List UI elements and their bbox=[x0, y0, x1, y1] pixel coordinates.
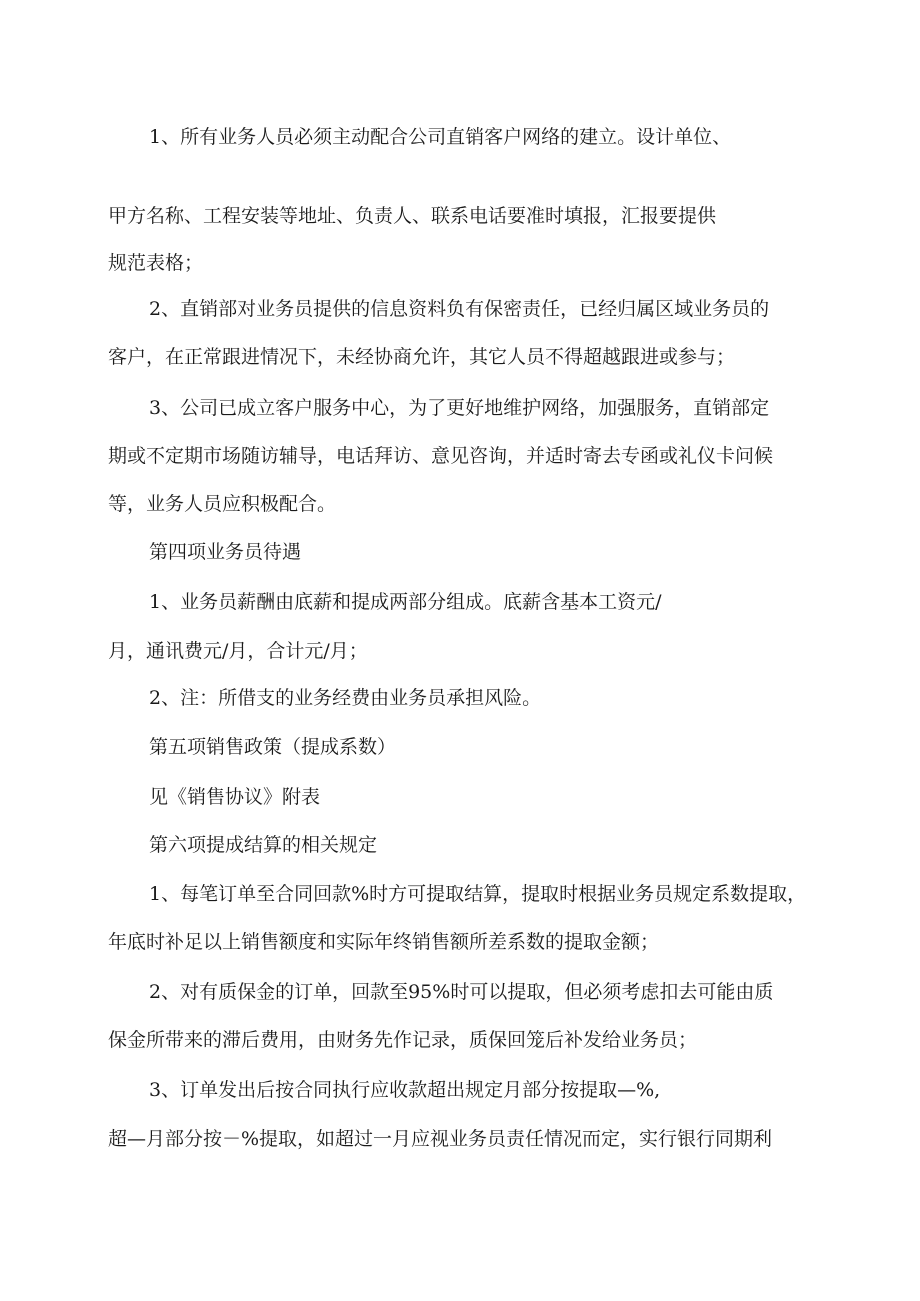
section-heading: 第四项业务员待遇 bbox=[149, 541, 302, 563]
paragraph-line: 2、对有质保金的订单，回款至95%时可以提取，但必须考虑扣去可能由质 bbox=[149, 981, 774, 1003]
paragraph-line: 保金所带来的滞后费用，由财务先作记录，质保回笼后补发给业务员； bbox=[108, 1029, 698, 1051]
section-heading: 第五项销售政策（提成系数） bbox=[149, 736, 397, 758]
paragraph-line: 规范表格； bbox=[108, 252, 204, 274]
paragraph-line: 1、每笔订单至合同回款%时方可提取结算，提取时根据业务员规定系数提取， bbox=[149, 883, 807, 905]
paragraph-line: 2、注：所借支的业务经费由业务员承担风险。 bbox=[149, 687, 542, 709]
paragraph-line: 期或不定期市场随访辅导，电话拜访、意见咨询，并适时寄去专函或礼仪卡问候 bbox=[108, 445, 774, 467]
paragraph-line: 等，业务人员应积极配合。 bbox=[108, 493, 337, 515]
paragraph-line: 月，通讯费元/月，合计元/月； bbox=[108, 640, 368, 662]
paragraph-line: 甲方名称、工程安装等地址、负责人、联系电话要准时填报，汇报要提供 bbox=[108, 205, 717, 227]
paragraph-line: 1、所有业务人员必须主动配合公司直销客户网络的建立。设计单位、 bbox=[149, 126, 732, 148]
paragraph-line: 1、业务员薪酬由底薪和提成两部分组成。底薪含基本工资元/ bbox=[149, 591, 662, 613]
paragraph-line: 2、直销部对业务员提供的信息资料负有保密责任，已经归属区域业务员的 bbox=[149, 298, 770, 320]
paragraph-line: 见《销售协议》附表 bbox=[149, 786, 321, 808]
paragraph-line: 3、公司已成立客户服务中心，为了更好地维护网络，加强服务，直销部定 bbox=[149, 397, 770, 419]
paragraph-line: 超—月部分按－%提取，如超过一月应视业务员责任情况而定，实行银行同期利 bbox=[108, 1128, 773, 1150]
paragraph-line: 3、订单发出后按合同执行应收款超出规定月部分按提取—%, bbox=[149, 1079, 661, 1101]
section-heading: 第六项提成结算的相关规定 bbox=[149, 834, 378, 856]
paragraph-line: 年底时补足以上销售额度和实际年终销售额所差系数的提取金额； bbox=[108, 931, 660, 953]
paragraph-line: 客户，在正常跟进情况下，未经协商允许，其它人员不得超越跟进或参与； bbox=[108, 346, 736, 368]
